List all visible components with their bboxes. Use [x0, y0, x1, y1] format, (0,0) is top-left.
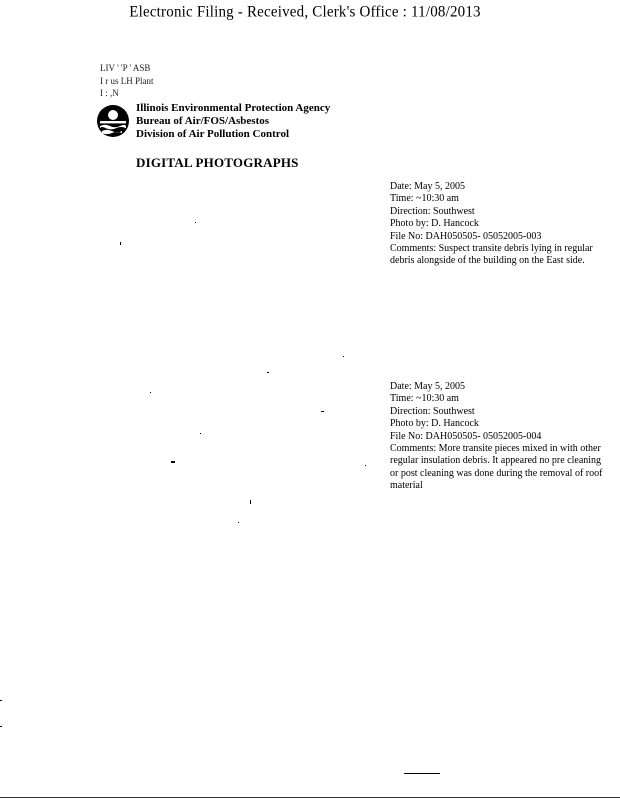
meta-line-2: I r us LH Plant: [100, 76, 154, 86]
photo-time: Time: ~10:30 am: [390, 193, 459, 205]
scan-speck: [267, 372, 269, 373]
scan-speck: [200, 433, 201, 434]
photo-file-number: File No: DAH050505- 05052005-003: [390, 230, 542, 242]
scan-speck: [195, 222, 196, 223]
photo-photographer: Photo by: D. Hancock: [390, 218, 479, 230]
scan-speck: [120, 242, 121, 245]
photo-comments: Comments: Suspect transite debris lying in regular debris alongside of the building on the East side.: [390, 243, 593, 267]
photo-direction: Direction: Southwest: [390, 405, 475, 417]
photo-file-number: File No: DAH050505- 05052005-004: [390, 430, 542, 442]
photo-time: Time: ~10:30 am: [390, 393, 459, 405]
agency-bureau: Bureau of Air/FOS/Asbestos: [136, 115, 270, 127]
filing-header: Electronic Filing - Received, Clerk's Office : 11/08/2013: [129, 3, 481, 21]
page-bottom-edge: [0, 797, 620, 798]
scan-speck: [238, 522, 239, 523]
photo-date: Date: May 5, 2005: [390, 381, 465, 392]
photo-caption-1: [390, 181, 610, 268]
photo-direction: Direction: Southwest: [390, 205, 475, 217]
agency-name: Illinois Environmental Protection Agency: [136, 102, 331, 114]
meta-line-1: LIV ' 'P ' ASB: [100, 63, 151, 73]
scan-speck: [0, 726, 2, 727]
scan-speck: [171, 461, 175, 463]
document-title: DIGITAL PHOTOGRAPHS: [136, 155, 299, 170]
photo-date: Date: May 5, 2005: [390, 181, 465, 192]
scan-speck: [150, 392, 151, 393]
scan-speck: [0, 700, 2, 701]
scan-speck: [250, 500, 251, 504]
photo-comments: Comments: More transite pieces mixed in with other regular insulation debris. It appeared no pre cleaning or post cleaning was done during the removal of roof material: [390, 443, 603, 492]
scan-speck: [343, 356, 344, 357]
photo-caption-2: [390, 381, 610, 493]
scan-speck: [321, 411, 324, 412]
meta-line-3: I : ,N: [100, 88, 119, 98]
iepa-logo-icon: [96, 104, 130, 138]
footer-rule: [404, 773, 440, 774]
agency-division: Division of Air Pollution Control: [136, 128, 290, 140]
photo-photographer: Photo by: D. Hancock: [390, 418, 479, 430]
scan-speck: [365, 465, 366, 466]
